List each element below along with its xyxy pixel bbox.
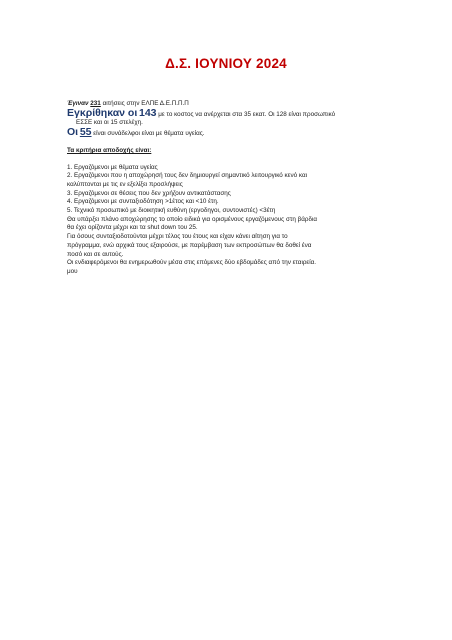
paragraph-line: μου [67, 267, 78, 275]
approved-line-2: ΕΣΣΕ και οι 15 στελέχη. [76, 119, 143, 127]
health-text: είναι συνάδελφοι είναι με θέματα υγείας. [93, 130, 205, 138]
approved-text: με το κοστος να ανέρχεται στα 35 εκατ. Οι 128 είναι προσωπικό [158, 110, 336, 118]
paragraph-line: ποσό και σε αυτούς. [67, 250, 124, 258]
approved-count: 143 [139, 106, 157, 119]
criteria-item: 4. Εργαζόμενοι με συνταξιοδότηση >1έτος και <10 έτη. [67, 198, 219, 206]
criteria-item: 5. Τεχνικό προσωπικό με διοικητική ευθύνη (εργοδηγοι, συντονιστές) <3έτη [67, 207, 276, 215]
approved-line [67, 106, 397, 120]
paragraph-line: θα έχει ορίζοντα μέχρι και τα shut down του 25. [67, 224, 198, 232]
criteria-item: 2. Εργαζόμενοι που η αποχώρησή τους δεν δημιουργεί σημαντικό λειτουργικό κενό και [67, 172, 308, 180]
applications-lead: Έγιναν [67, 100, 89, 107]
approved-lead: Εγκρίθηκαν οι [67, 106, 138, 119]
criteria-item: 1. Εργαζόμενοι με θέματα υγείας [67, 163, 158, 171]
health-lead: Οι [67, 126, 79, 139]
criteria-heading: Τα κριτήρια αποδοχής είναι: [67, 146, 152, 154]
paragraph-line: Θα υπάρξει πλάνο αποχώρησης το οποίο ειδικά για ορισμένους εργαζόμενους στη βάρδια [67, 215, 317, 223]
applications-count: 231 [90, 100, 101, 107]
health-line [67, 128, 397, 139]
paragraph-line: Οι ενδιαφερόμενοι θα ενημερωθούν μέσα στις επόμενες δύο εβδομάδες από την εταιρεία. [67, 259, 317, 267]
paragraph-line: Για όσους συνταξιοδοτούνται μέχρι τέλος του έτους και είχαν κάνει αίτηση για το [67, 233, 288, 241]
document-body [67, 100, 397, 277]
health-count: 55 [79, 126, 92, 139]
document-title: Δ.Σ. ΙΟΥΝΙΟΥ 2024 [165, 56, 287, 71]
criteria-item: καλύπτονται με τις εν εξελίξει προσλήψεις [67, 180, 183, 188]
applications-text: αιτήσεις στην ΕΛΠΕ Δ.Ε.Π.Π.Π [102, 100, 189, 107]
paragraph-line: πρόγραμμα, ενώ αρχικά τους εξαιρούσε, με παρέμβαση των εκπροσώπων θα δοθεί ένα [67, 241, 312, 249]
criteria-item: 3. Εργαζόμενοι σε θέσεις που δεν χρήζουν αντικατάστασης [67, 189, 231, 197]
